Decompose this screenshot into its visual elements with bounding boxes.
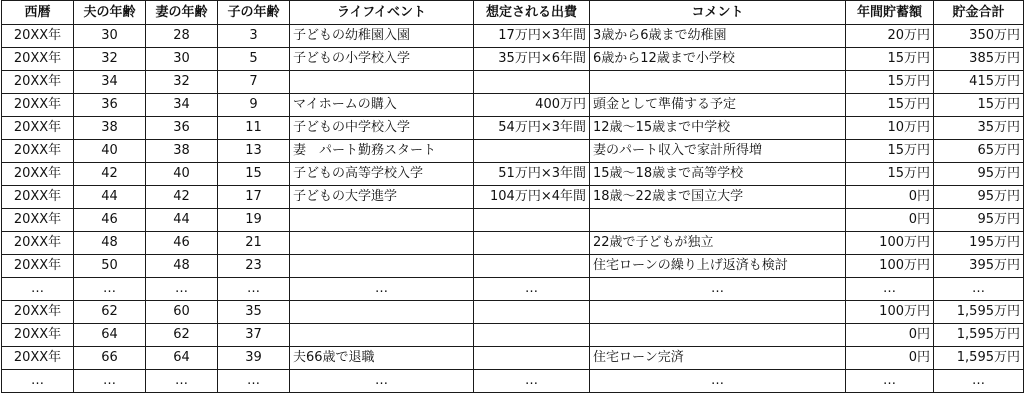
wife-age-cell: … bbox=[146, 278, 218, 301]
expected-expense-cell: … bbox=[474, 278, 590, 301]
header-child-age: 子の年齢 bbox=[218, 1, 290, 25]
husband-age-cell: 34 bbox=[74, 71, 146, 94]
child-age-cell: … bbox=[218, 370, 290, 393]
year-cell: 20XX年 bbox=[2, 324, 74, 347]
child-age-cell: 3 bbox=[218, 25, 290, 48]
expected-expense-cell: 35万円×6年間 bbox=[474, 48, 590, 71]
year-cell: 20XX年 bbox=[2, 347, 74, 370]
year-cell: 20XX年 bbox=[2, 117, 74, 140]
husband-age-cell: 64 bbox=[74, 324, 146, 347]
child-age-cell: 35 bbox=[218, 301, 290, 324]
year-cell: 20XX年 bbox=[2, 209, 74, 232]
wife-age-cell: 42 bbox=[146, 186, 218, 209]
life-event-cell bbox=[290, 71, 474, 94]
annual-savings-cell: … bbox=[846, 278, 934, 301]
total-savings-cell: 95万円 bbox=[934, 186, 1024, 209]
child-age-cell: 19 bbox=[218, 209, 290, 232]
annual-savings-cell: 0円 bbox=[846, 209, 934, 232]
life-event-cell bbox=[290, 301, 474, 324]
expected-expense-cell bbox=[474, 140, 590, 163]
child-age-cell: … bbox=[218, 278, 290, 301]
year-cell: 20XX年 bbox=[2, 163, 74, 186]
husband-age-cell: 38 bbox=[74, 117, 146, 140]
table-row bbox=[2, 25, 1024, 48]
annual-savings-cell: 0円 bbox=[846, 186, 934, 209]
comment-cell: 頭金として準備する予定 bbox=[590, 94, 846, 117]
expected-expense-cell bbox=[474, 255, 590, 278]
child-age-cell: 9 bbox=[218, 94, 290, 117]
expected-expense-cell: 17万円×3年間 bbox=[474, 25, 590, 48]
comment-cell bbox=[590, 301, 846, 324]
expected-expense-cell: … bbox=[474, 370, 590, 393]
wife-age-cell: 40 bbox=[146, 163, 218, 186]
table-row bbox=[2, 140, 1024, 163]
table-row bbox=[2, 278, 1024, 301]
comment-cell: 18歳～22歳まで国立大学 bbox=[590, 186, 846, 209]
comment-cell: … bbox=[590, 278, 846, 301]
year-cell: 20XX年 bbox=[2, 71, 74, 94]
table-row bbox=[2, 163, 1024, 186]
child-age-cell: 39 bbox=[218, 347, 290, 370]
table-row bbox=[2, 232, 1024, 255]
annual-savings-cell: … bbox=[846, 370, 934, 393]
year-cell: 20XX年 bbox=[2, 140, 74, 163]
wife-age-cell: 34 bbox=[146, 94, 218, 117]
header-annual-savings: 年間貯蓄額 bbox=[846, 1, 934, 25]
header-year: 西暦 bbox=[2, 1, 74, 25]
child-age-cell: 23 bbox=[218, 255, 290, 278]
wife-age-cell: … bbox=[146, 370, 218, 393]
table-row bbox=[2, 301, 1024, 324]
wife-age-cell: 62 bbox=[146, 324, 218, 347]
comment-cell: 15歳～18歳まで高等学校 bbox=[590, 163, 846, 186]
child-age-cell: 13 bbox=[218, 140, 290, 163]
life-event-cell: 子どもの小学校入学 bbox=[290, 48, 474, 71]
expected-expense-cell: 54万円×3年間 bbox=[474, 117, 590, 140]
husband-age-cell: 36 bbox=[74, 94, 146, 117]
year-cell: 20XX年 bbox=[2, 48, 74, 71]
comment-cell: … bbox=[590, 370, 846, 393]
wife-age-cell: 32 bbox=[146, 71, 218, 94]
total-savings-cell: 1,595万円 bbox=[934, 324, 1024, 347]
life-event-cell: … bbox=[290, 278, 474, 301]
annual-savings-cell: 20万円 bbox=[846, 25, 934, 48]
life-event-cell: マイホームの購入 bbox=[290, 94, 474, 117]
husband-age-cell: 62 bbox=[74, 301, 146, 324]
child-age-cell: 17 bbox=[218, 186, 290, 209]
table-row bbox=[2, 71, 1024, 94]
table-row bbox=[2, 324, 1024, 347]
header-comment: コメント bbox=[590, 1, 846, 25]
annual-savings-cell: 0円 bbox=[846, 347, 934, 370]
husband-age-cell: 32 bbox=[74, 48, 146, 71]
comment-cell: 12歳～15歳まで中学校 bbox=[590, 117, 846, 140]
header-wife-age: 妻の年齢 bbox=[146, 1, 218, 25]
total-savings-cell: 395万円 bbox=[934, 255, 1024, 278]
header-life-event: ライフイベント bbox=[290, 1, 474, 25]
annual-savings-cell: 100万円 bbox=[846, 232, 934, 255]
life-event-cell: … bbox=[290, 370, 474, 393]
comment-cell: 22歳で子どもが独立 bbox=[590, 232, 846, 255]
wife-age-cell: 64 bbox=[146, 347, 218, 370]
total-savings-cell: 95万円 bbox=[934, 209, 1024, 232]
life-event-cell bbox=[290, 324, 474, 347]
expected-expense-cell bbox=[474, 71, 590, 94]
expected-expense-cell bbox=[474, 301, 590, 324]
table-row bbox=[2, 117, 1024, 140]
total-savings-cell: … bbox=[934, 370, 1024, 393]
expected-expense-cell: 400万円 bbox=[474, 94, 590, 117]
year-cell: 20XX年 bbox=[2, 232, 74, 255]
husband-age-cell: 40 bbox=[74, 140, 146, 163]
expected-expense-cell bbox=[474, 324, 590, 347]
annual-savings-cell: 15万円 bbox=[846, 71, 934, 94]
header-total-savings: 貯金合計 bbox=[934, 1, 1024, 25]
comment-cell: 住宅ローンの繰り上げ返済も検討 bbox=[590, 255, 846, 278]
year-cell: 20XX年 bbox=[2, 301, 74, 324]
annual-savings-cell: 100万円 bbox=[846, 301, 934, 324]
husband-age-cell: 42 bbox=[74, 163, 146, 186]
comment-cell bbox=[590, 324, 846, 347]
table-row bbox=[2, 209, 1024, 232]
total-savings-cell: 195万円 bbox=[934, 232, 1024, 255]
annual-savings-cell: 0円 bbox=[846, 324, 934, 347]
wife-age-cell: 60 bbox=[146, 301, 218, 324]
annual-savings-cell: 15万円 bbox=[846, 94, 934, 117]
comment-cell: 3歳から6歳まで幼稚園 bbox=[590, 25, 846, 48]
total-savings-cell: 35万円 bbox=[934, 117, 1024, 140]
husband-age-cell: 46 bbox=[74, 209, 146, 232]
total-savings-cell: 385万円 bbox=[934, 48, 1024, 71]
expected-expense-cell: 104万円×4年間 bbox=[474, 186, 590, 209]
expected-expense-cell bbox=[474, 347, 590, 370]
child-age-cell: 37 bbox=[218, 324, 290, 347]
year-cell: 20XX年 bbox=[2, 25, 74, 48]
table-row bbox=[2, 255, 1024, 278]
child-age-cell: 15 bbox=[218, 163, 290, 186]
total-savings-cell: 350万円 bbox=[934, 25, 1024, 48]
life-event-cell bbox=[290, 209, 474, 232]
year-cell: 20XX年 bbox=[2, 255, 74, 278]
wife-age-cell: 48 bbox=[146, 255, 218, 278]
wife-age-cell: 44 bbox=[146, 209, 218, 232]
table-row bbox=[2, 48, 1024, 71]
annual-savings-cell: 10万円 bbox=[846, 117, 934, 140]
husband-age-cell: … bbox=[74, 278, 146, 301]
child-age-cell: 21 bbox=[218, 232, 290, 255]
life-event-cell: 子どもの大学進学 bbox=[290, 186, 474, 209]
table-row bbox=[2, 370, 1024, 393]
comment-cell bbox=[590, 71, 846, 94]
total-savings-cell: 1,595万円 bbox=[934, 347, 1024, 370]
expected-expense-cell bbox=[474, 232, 590, 255]
table-header bbox=[2, 1, 1024, 25]
life-event-cell: 妻 パート勤務スタート bbox=[290, 140, 474, 163]
table-row bbox=[2, 347, 1024, 370]
wife-age-cell: 28 bbox=[146, 25, 218, 48]
total-savings-cell: … bbox=[934, 278, 1024, 301]
life-event-cell bbox=[290, 232, 474, 255]
total-savings-cell: 1,595万円 bbox=[934, 301, 1024, 324]
total-savings-cell: 95万円 bbox=[934, 163, 1024, 186]
annual-savings-cell: 100万円 bbox=[846, 255, 934, 278]
husband-age-cell: 30 bbox=[74, 25, 146, 48]
comment-cell: 6歳から12歳まで小学校 bbox=[590, 48, 846, 71]
husband-age-cell: 50 bbox=[74, 255, 146, 278]
expected-expense-cell bbox=[474, 209, 590, 232]
year-cell: 20XX年 bbox=[2, 186, 74, 209]
wife-age-cell: 46 bbox=[146, 232, 218, 255]
life-event-cell: 子どもの中学校入学 bbox=[290, 117, 474, 140]
husband-age-cell: 48 bbox=[74, 232, 146, 255]
child-age-cell: 7 bbox=[218, 71, 290, 94]
total-savings-cell: 415万円 bbox=[934, 71, 1024, 94]
comment-cell bbox=[590, 209, 846, 232]
table-row bbox=[2, 94, 1024, 117]
child-age-cell: 5 bbox=[218, 48, 290, 71]
husband-age-cell: 66 bbox=[74, 347, 146, 370]
total-savings-cell: 65万円 bbox=[934, 140, 1024, 163]
life-event-cell: 子どもの幼稚園入園 bbox=[290, 25, 474, 48]
wife-age-cell: 38 bbox=[146, 140, 218, 163]
child-age-cell: 11 bbox=[218, 117, 290, 140]
header-expected-expense: 想定される出費 bbox=[474, 1, 590, 25]
total-savings-cell: 15万円 bbox=[934, 94, 1024, 117]
year-cell: … bbox=[2, 370, 74, 393]
year-cell: 20XX年 bbox=[2, 94, 74, 117]
table-row bbox=[2, 186, 1024, 209]
wife-age-cell: 36 bbox=[146, 117, 218, 140]
header-row bbox=[2, 1, 1024, 25]
life-event-cell: 夫66歳で退職 bbox=[290, 347, 474, 370]
header-husband-age: 夫の年齢 bbox=[74, 1, 146, 25]
life-event-cell bbox=[290, 255, 474, 278]
comment-cell: 妻のパート収入で家計所得増 bbox=[590, 140, 846, 163]
annual-savings-cell: 15万円 bbox=[846, 163, 934, 186]
husband-age-cell: 44 bbox=[74, 186, 146, 209]
annual-savings-cell: 15万円 bbox=[846, 48, 934, 71]
life-event-cell: 子どもの高等学校入学 bbox=[290, 163, 474, 186]
life-plan-table bbox=[1, 0, 1024, 393]
comment-cell: 住宅ローン完済 bbox=[590, 347, 846, 370]
expected-expense-cell: 51万円×3年間 bbox=[474, 163, 590, 186]
table-body bbox=[2, 25, 1024, 393]
wife-age-cell: 30 bbox=[146, 48, 218, 71]
husband-age-cell: … bbox=[74, 370, 146, 393]
year-cell: … bbox=[2, 278, 74, 301]
annual-savings-cell: 15万円 bbox=[846, 140, 934, 163]
